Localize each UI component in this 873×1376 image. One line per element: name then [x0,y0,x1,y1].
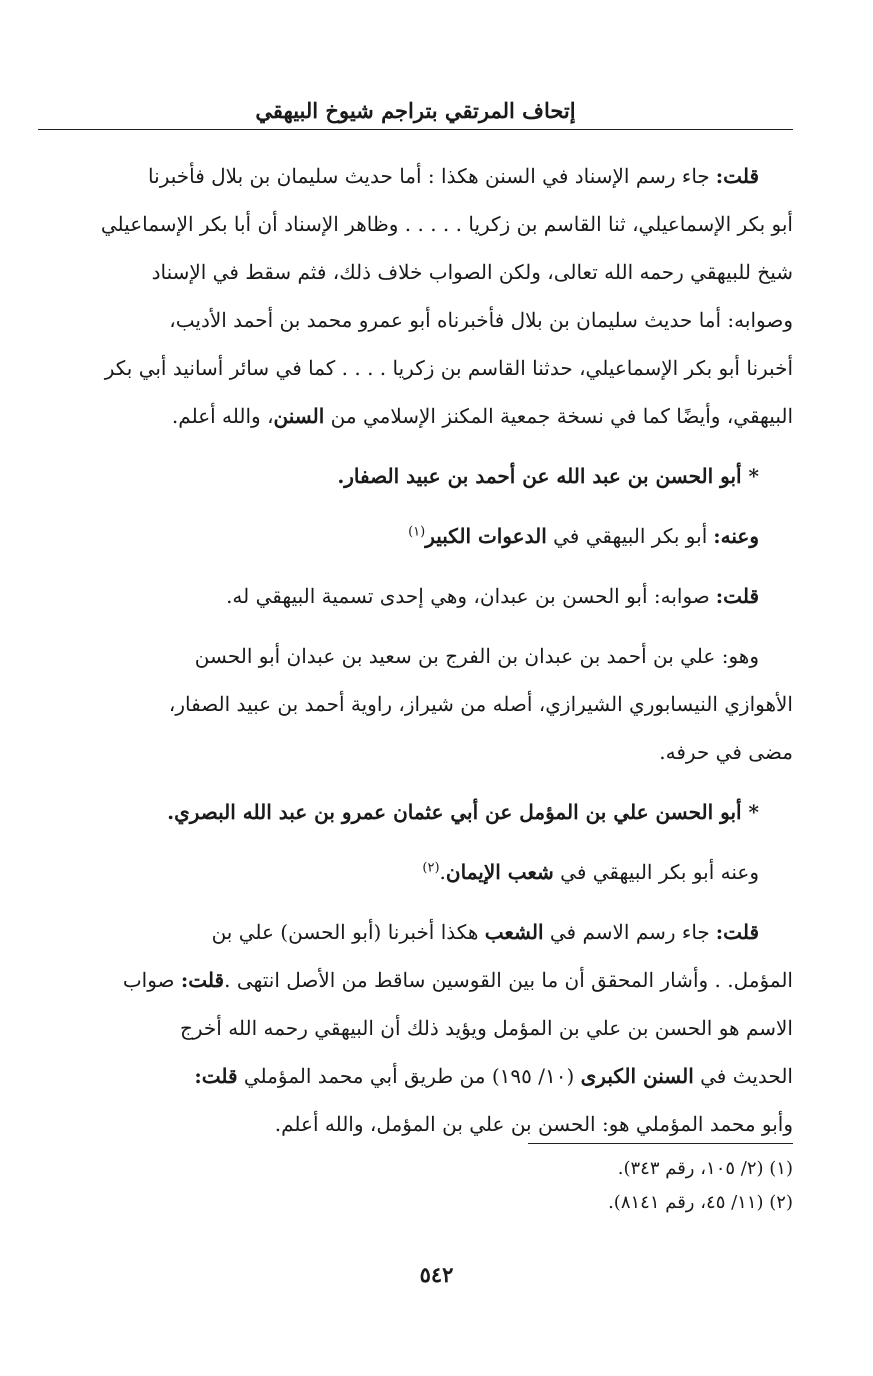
bold-title: الشعب [484,920,544,944]
paragraph-source [38,512,793,560]
line-text: البيهقي، وأيضًا كما في نسخة جمعية المكنز الإسلامي من [324,404,793,428]
lead-word: قلت: [715,584,759,608]
paragraph-note-1 [38,152,793,440]
line-text: ، والله أعلم. [171,404,274,428]
bold-title: السنن [273,404,325,428]
bold-title: السنن الكبرى [580,1064,694,1088]
paragraph-bio [38,632,793,776]
line-text: الحديث في [693,1064,793,1088]
line-text: (١٠/ ١٩٥) من طريق أبي محمد المؤملي [237,1064,581,1088]
text-line [38,152,793,200]
line-text: هكذا أخبرنا (أبو الحسن) علي بن [211,920,485,944]
footnote-ref[interactable]: (١) [408,524,426,540]
text-line: وأبو محمد المؤملي هو: الحسن بن علي بن المؤمل، والله أعلم. [274,1112,793,1136]
bold-title: الدعوات الكبير [425,524,547,548]
page-body [38,152,793,1160]
line-text: المؤمل. . وأشار المحقق أن ما بين القوسين ساقط من الأصل انتهى . [224,968,793,992]
footnote-item: (٢) (١١/ ٤٥، رقم ٨١٤١). [608,1192,793,1213]
text-line [38,512,793,560]
line-text: جاء رسم الاسم في [543,920,710,944]
lead-word: قلت: [194,1064,238,1088]
entry-heading [38,452,793,500]
line-text: . [439,860,446,884]
line-text: صوابه: أبو الحسن بن عبدان، وهي إحدى تسمية البيهقي له. [226,584,710,608]
line-text: وعنه أبو بكر البيهقي في [553,860,759,884]
paragraph-source [38,848,793,896]
paragraph-note-2 [38,572,793,620]
lead-word: قلت: [180,968,225,992]
paragraph-note-3 [38,908,793,1148]
footnote-item: (١) (٢/ ١٠٥، رقم ٣٤٣). [617,1158,793,1179]
page-number: ٥٤٢ [419,1262,454,1287]
heading-line: * أبو الحسن علي بن المؤمل عن أبي عثمان عمرو بن عبد الله البصري. [167,800,759,824]
text-line: مضى في حرفه. [659,740,793,764]
footnote-separator [528,1143,793,1144]
lead-word: قلت: [715,164,759,188]
text-line [38,848,793,896]
text-line [38,392,793,440]
lead-word: قلت: [715,920,759,944]
line-text: صواب [122,968,181,992]
entry-heading [38,788,793,836]
bold-title: شعب الإيمان [445,860,554,884]
footnotes [38,1152,793,1220]
text-line [38,572,793,620]
text-line [38,1052,793,1100]
text-line: الاسم هو الحسن بن علي بن المؤمل ويؤيد ذلك أن البيهقي رحمه الله أخرج [179,1016,793,1040]
line-text: أبو بكر البيهقي في [546,524,708,548]
text-line: أبو بكر الإسماعيلي، ثنا القاسم بن زكريا . . . . . وظاهر الإسناد أن أبا بكر الإسماعيلي [100,212,793,236]
text-line: شيخ للبيهقي رحمه الله تعالى، ولكن الصواب خلاف ذلك، فثم سقط في الإسناد [151,260,793,284]
line-text: جاء رسم الإسناد في السنن هكذا : أما حديث سليمان بن بلال فأخبرنا [148,164,710,188]
running-header: إتحاف المرتقي بتراجم شيوخ البيهقي [38,98,793,130]
heading-line: * أبو الحسن بن عبد الله عن أحمد بن عبيد الصفار. [337,464,759,488]
text-line: أخبرنا أبو بكر الإسماعيلي، حدثنا القاسم بن زكريا . . . . كما في سائر أسانيد أبي بكر [104,356,793,380]
text-line: وصوابه: أما حديث سليمان بن بلال فأخبرناه أبو عمرو محمد بن أحمد الأديب، [169,308,793,332]
text-line [38,908,793,956]
lead-word: وعنه: [713,524,759,548]
text-line: وهو: علي بن أحمد بن عبدان بن الفرج بن سعيد بن عبدان أبو الحسن [194,644,759,668]
text-line: الأهوازي النيسابوري الشيرازي، أصله من شيراز، راوية أحمد بن عبيد الصفار، [168,692,793,716]
text-line [38,956,793,1004]
footnote-ref[interactable]: (٢) [422,860,440,876]
